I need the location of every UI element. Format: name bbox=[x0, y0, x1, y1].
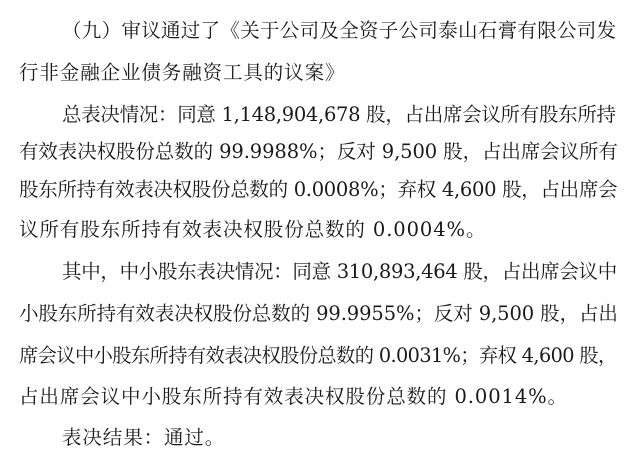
total-vote-line-2: 有效表决权股份总数的 99.9988%；反对 9,500 股，占出席会议所有 bbox=[19, 140, 618, 163]
minority-vote-line-4: 占出席会议中小股东所持有效表决权股份总数的 0.0014%。 bbox=[19, 385, 568, 408]
total-vote-line-1: 总表决情况：同意 1,148,904,678 股，占出席会议所有股东所持 bbox=[62, 103, 616, 126]
total-vote-line-4: 议所有股东所持有效表决权股份总数的 0.0004%。 bbox=[19, 218, 487, 241]
minority-vote-line-1: 其中，中小股东表决情况：同意 310,893,464 股，占出席会议中 bbox=[62, 260, 617, 283]
total-vote-line-3: 股东所持有效表决权股份总数的 0.0008%；弃权 4,600 股，占出席会 bbox=[19, 178, 618, 201]
section-title-line-2: 行非金融企业债务融资工具的议案》 bbox=[19, 61, 346, 84]
vote-result-line: 表决结果：通过。 bbox=[62, 426, 226, 449]
minority-vote-line-3: 席会议中小股东所持有效表决权股份总数的 0.0031%；弃权 4,600 股， bbox=[19, 344, 617, 367]
section-title-line-1: （九）审议通过了《关于公司及全资子公司泰山石膏有限公司发 bbox=[62, 19, 617, 42]
minority-vote-line-2: 小股东所持有效表决权股份总数的 99.9955%；反对 9,500 股，占出 bbox=[19, 302, 618, 325]
